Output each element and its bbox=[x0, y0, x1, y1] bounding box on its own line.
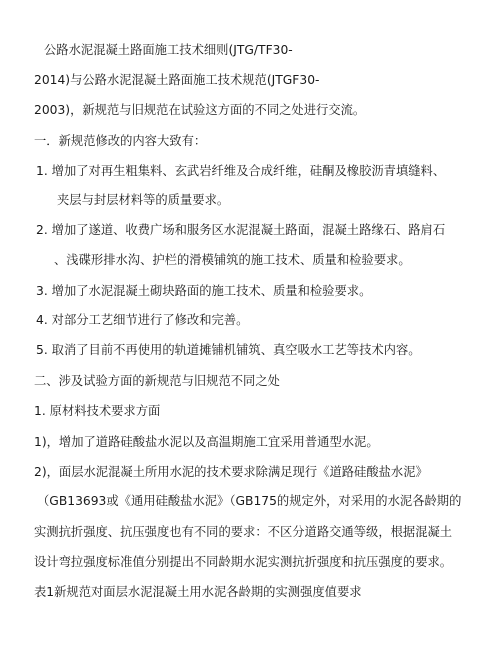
section-heading-1: 一．新规范修改的内容大致有： bbox=[34, 133, 207, 148]
list-item-5: 5. 取消了目前不再使用的轨道摊铺机铺筑、真空吸水工艺等技术内容。 bbox=[36, 343, 421, 358]
list-item-3: 3. 增加了水泥混凝土砌块路面的施工技术、质量和检验要求。 bbox=[36, 283, 372, 298]
list-item-2: 2. 增加了遂道、收费广场和服务区水泥混凝土路面，混凝土路缘石、路肩石 bbox=[36, 223, 446, 238]
list-item-1-continuation: 夹层与封层材料等的质量要求。 bbox=[57, 193, 230, 208]
intro-line-2: 2014)与公路水泥混凝土路面施工技术规范(JTGF30- bbox=[34, 73, 320, 88]
section-heading-2: 二、涉及试验方面的新规范与旧规范不同之处 bbox=[34, 373, 280, 388]
list-item-2-continuation: 、浅碟形排水沟、护栏的滑模铺筑的施工技术、质量和检验要求。 bbox=[54, 252, 411, 267]
paragraph-item-2-continuation-3: 设计弯拉强度标准值分别提出不同龄期水泥实测抗折强度和抗压强度的要求。 bbox=[34, 554, 453, 569]
paragraph-item-2-continuation-1: （GB13693或《通用硅酸盐水泥》（GB175的规定外，对采用的水泥各龄期的 bbox=[37, 494, 462, 509]
list-item-4: 4. 对部分工艺细节进行了修改和完善。 bbox=[36, 313, 249, 328]
intro-line-3: 2003)，新规范与旧规范在试验这方面的不同之处进行交流。 bbox=[34, 102, 366, 117]
paragraph-item-2-continuation-2: 实测抗折强度、抗压强度也有不同的要求：不区分道路交通等级，根据混凝土 bbox=[34, 524, 453, 539]
list-item-1: 1. 增加了对再生粗集料、玄武岩纤维及合成纤维，硅酮及橡胶沥青填缝料、 bbox=[36, 163, 446, 178]
intro-line-1: 公路水泥混凝土路面施工技术细则(JTG/TF30- bbox=[44, 43, 293, 57]
table-caption: 表1新规范对面层水泥混凝土用水泥各龄期的实测强度值要求 bbox=[34, 585, 362, 599]
paragraph-item-2: 2)，面层水泥混凝土所用水泥的技术要求除满足现行《道路硅酸盐水泥》 bbox=[34, 464, 428, 479]
subsection-heading: 1. 原材料技术要求方面 bbox=[34, 403, 161, 418]
paragraph-item-1: 1)，增加了道路硅酸盐水泥以及高温期施工宜采用普通型水泥。 bbox=[34, 434, 379, 449]
